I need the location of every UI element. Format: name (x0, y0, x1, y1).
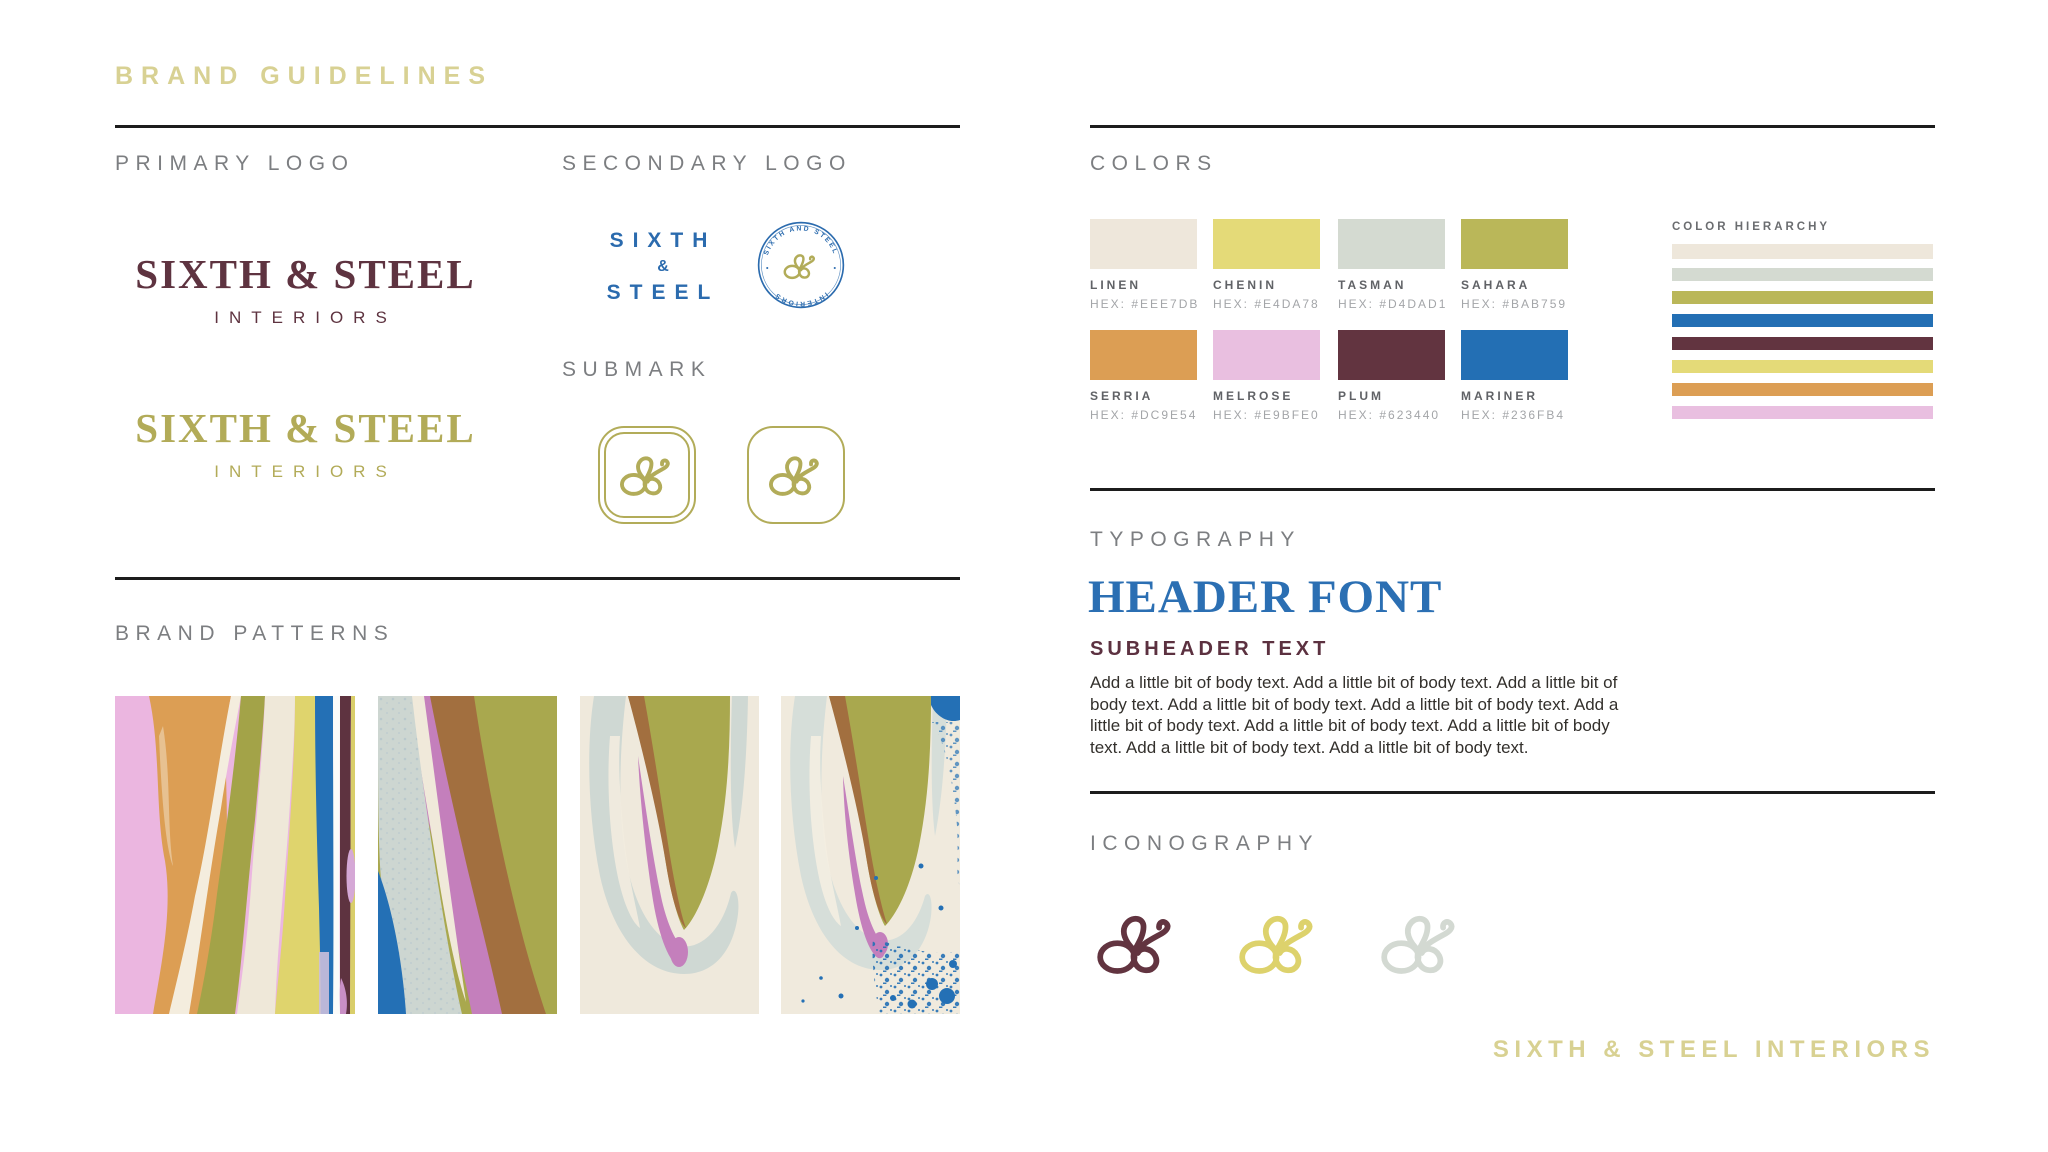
brand-pattern-3 (580, 696, 759, 1014)
secondary-line-2: & (657, 258, 669, 275)
badge-monogram-icon (785, 255, 814, 278)
badge-text-bottom: INTERIORS (773, 290, 829, 307)
swatch-tasman (1338, 219, 1448, 311)
typography-header-sample: HEADER FONT (1088, 571, 1443, 623)
secondary-logo-badge (756, 220, 846, 310)
swatch-name: TASMAN (1338, 278, 1407, 292)
primary-logo-wordmark: SIXTH & STEEL (135, 251, 476, 297)
swatch-melrose (1213, 330, 1320, 422)
primary-logo-subtext: INTERIORS (214, 308, 397, 327)
hierarchy-bar-7 (1672, 383, 1933, 396)
hierarchy-bar-2 (1672, 268, 1933, 281)
hierarchy-bar-3 (1672, 291, 1933, 304)
swatch-hex: HEX: #E4DA78 (1213, 297, 1320, 311)
swatch-name: MARINER (1461, 389, 1538, 403)
swatch-chenin (1213, 219, 1320, 311)
footer-brand-name: SIXTH & STEEL INTERIORS (1492, 1036, 1935, 1063)
hierarchy-bar-6 (1672, 360, 1933, 373)
badge-text-top: SIXTH AND STEEL (763, 225, 839, 257)
brand-patterns-label: BRAND PATTERNS (115, 622, 395, 645)
swatch-hex: HEX: #DC9E54 (1090, 408, 1198, 422)
hierarchy-bar-8 (1672, 406, 1933, 419)
divider-left-top (115, 125, 960, 128)
divider-right-top (1090, 125, 1935, 128)
primary-logo-subtext-alt: INTERIORS (214, 462, 397, 481)
hierarchy-bar-5 (1672, 337, 1933, 350)
swatch-hex: HEX: #D4DAD1 (1338, 297, 1448, 311)
swatch-sahara (1461, 219, 1568, 311)
svg-text:SIXTH AND STEEL (763, 225, 839, 256)
brand-pattern-2 (378, 696, 557, 1014)
swatch-hex: HEX: #E9BFE0 (1213, 408, 1320, 422)
color-hierarchy-label: COLOR HIERARCHY (1672, 221, 1831, 233)
divider-right-bottom (1090, 791, 1935, 794)
hierarchy-bar-1 (1672, 244, 1933, 259)
primary-logo-plum (118, 250, 493, 328)
iconography-monogram-chenin-icon (1238, 908, 1320, 980)
submark-tile-single-border (747, 426, 845, 524)
submark-label: SUBMARK (562, 358, 712, 381)
iconography-monogram-plum-icon (1096, 908, 1178, 980)
typography-label: TYPOGRAPHY (1090, 528, 1301, 551)
secondary-logo-label: SECONDARY LOGO (562, 152, 852, 175)
secondary-logo-stacked (578, 226, 748, 308)
swatch-hex: HEX: #BAB759 (1461, 297, 1568, 311)
swatch-linen (1090, 219, 1200, 311)
swatch-name: PLUM (1338, 389, 1384, 403)
swatch-name: LINEN (1090, 278, 1141, 292)
typography-body-sample: Add a little bit of body text. Add a little bit of body text. Add a little bit of body text. Add a little bit of body text. Add a little bit of body text. Add a little bit of body text. Add a little bit of body text. Add a little bit of body text. Add a little bit of body text. Add a little bit of body text. (1090, 673, 1619, 757)
svg-text:INTERIORS (773, 291, 829, 307)
brand-pattern-4 (781, 696, 960, 1014)
swatch-chip (1090, 330, 1197, 380)
swatch-mariner (1461, 330, 1568, 422)
swatch-serria (1090, 330, 1197, 422)
primary-logo-wordmark-alt: SIXTH & STEEL (135, 405, 476, 451)
secondary-line-1: SIXTH (609, 229, 717, 252)
swatch-chip (1338, 330, 1445, 380)
swatch-name: SAHARA (1461, 278, 1531, 292)
iconography-label: ICONOGRAPHY (1090, 832, 1320, 855)
color-hierarchy (1672, 221, 1933, 431)
colors-label: COLORS (1090, 152, 1218, 175)
submark-tile-double-border (598, 426, 696, 524)
swatch-name: SERRIA (1090, 389, 1154, 403)
swatch-name: CHENIN (1213, 278, 1278, 292)
primary-logo-olive (118, 404, 493, 482)
divider-right-mid (1090, 488, 1935, 491)
swatch-name: MELROSE (1213, 389, 1294, 403)
brand-pattern-1 (115, 696, 355, 1014)
swatch-hex: HEX: #236FB4 (1461, 408, 1566, 422)
swatch-chip (1213, 330, 1320, 380)
submark-monogram-icon (619, 451, 675, 500)
swatch-chip (1090, 219, 1197, 269)
swatch-chip (1461, 219, 1568, 269)
typography-subheader-sample: SUBHEADER TEXT (1090, 638, 1330, 660)
hierarchy-bar-4 (1672, 314, 1933, 327)
secondary-line-3: STEEL (606, 281, 720, 304)
swatch-plum (1338, 330, 1445, 422)
page-title: BRAND GUIDELINES (115, 62, 494, 90)
primary-logo-label: PRIMARY LOGO (115, 152, 355, 175)
divider-left-mid (115, 577, 960, 580)
swatch-chip (1461, 330, 1568, 380)
swatch-hex: HEX: #623440 (1338, 408, 1441, 422)
swatch-hex: HEX: #EEE7DB (1090, 297, 1200, 311)
swatch-chip (1213, 219, 1320, 269)
submark-monogram-icon (768, 451, 824, 500)
swatch-chip (1338, 219, 1445, 269)
iconography-monogram-tasman-icon (1380, 908, 1462, 980)
